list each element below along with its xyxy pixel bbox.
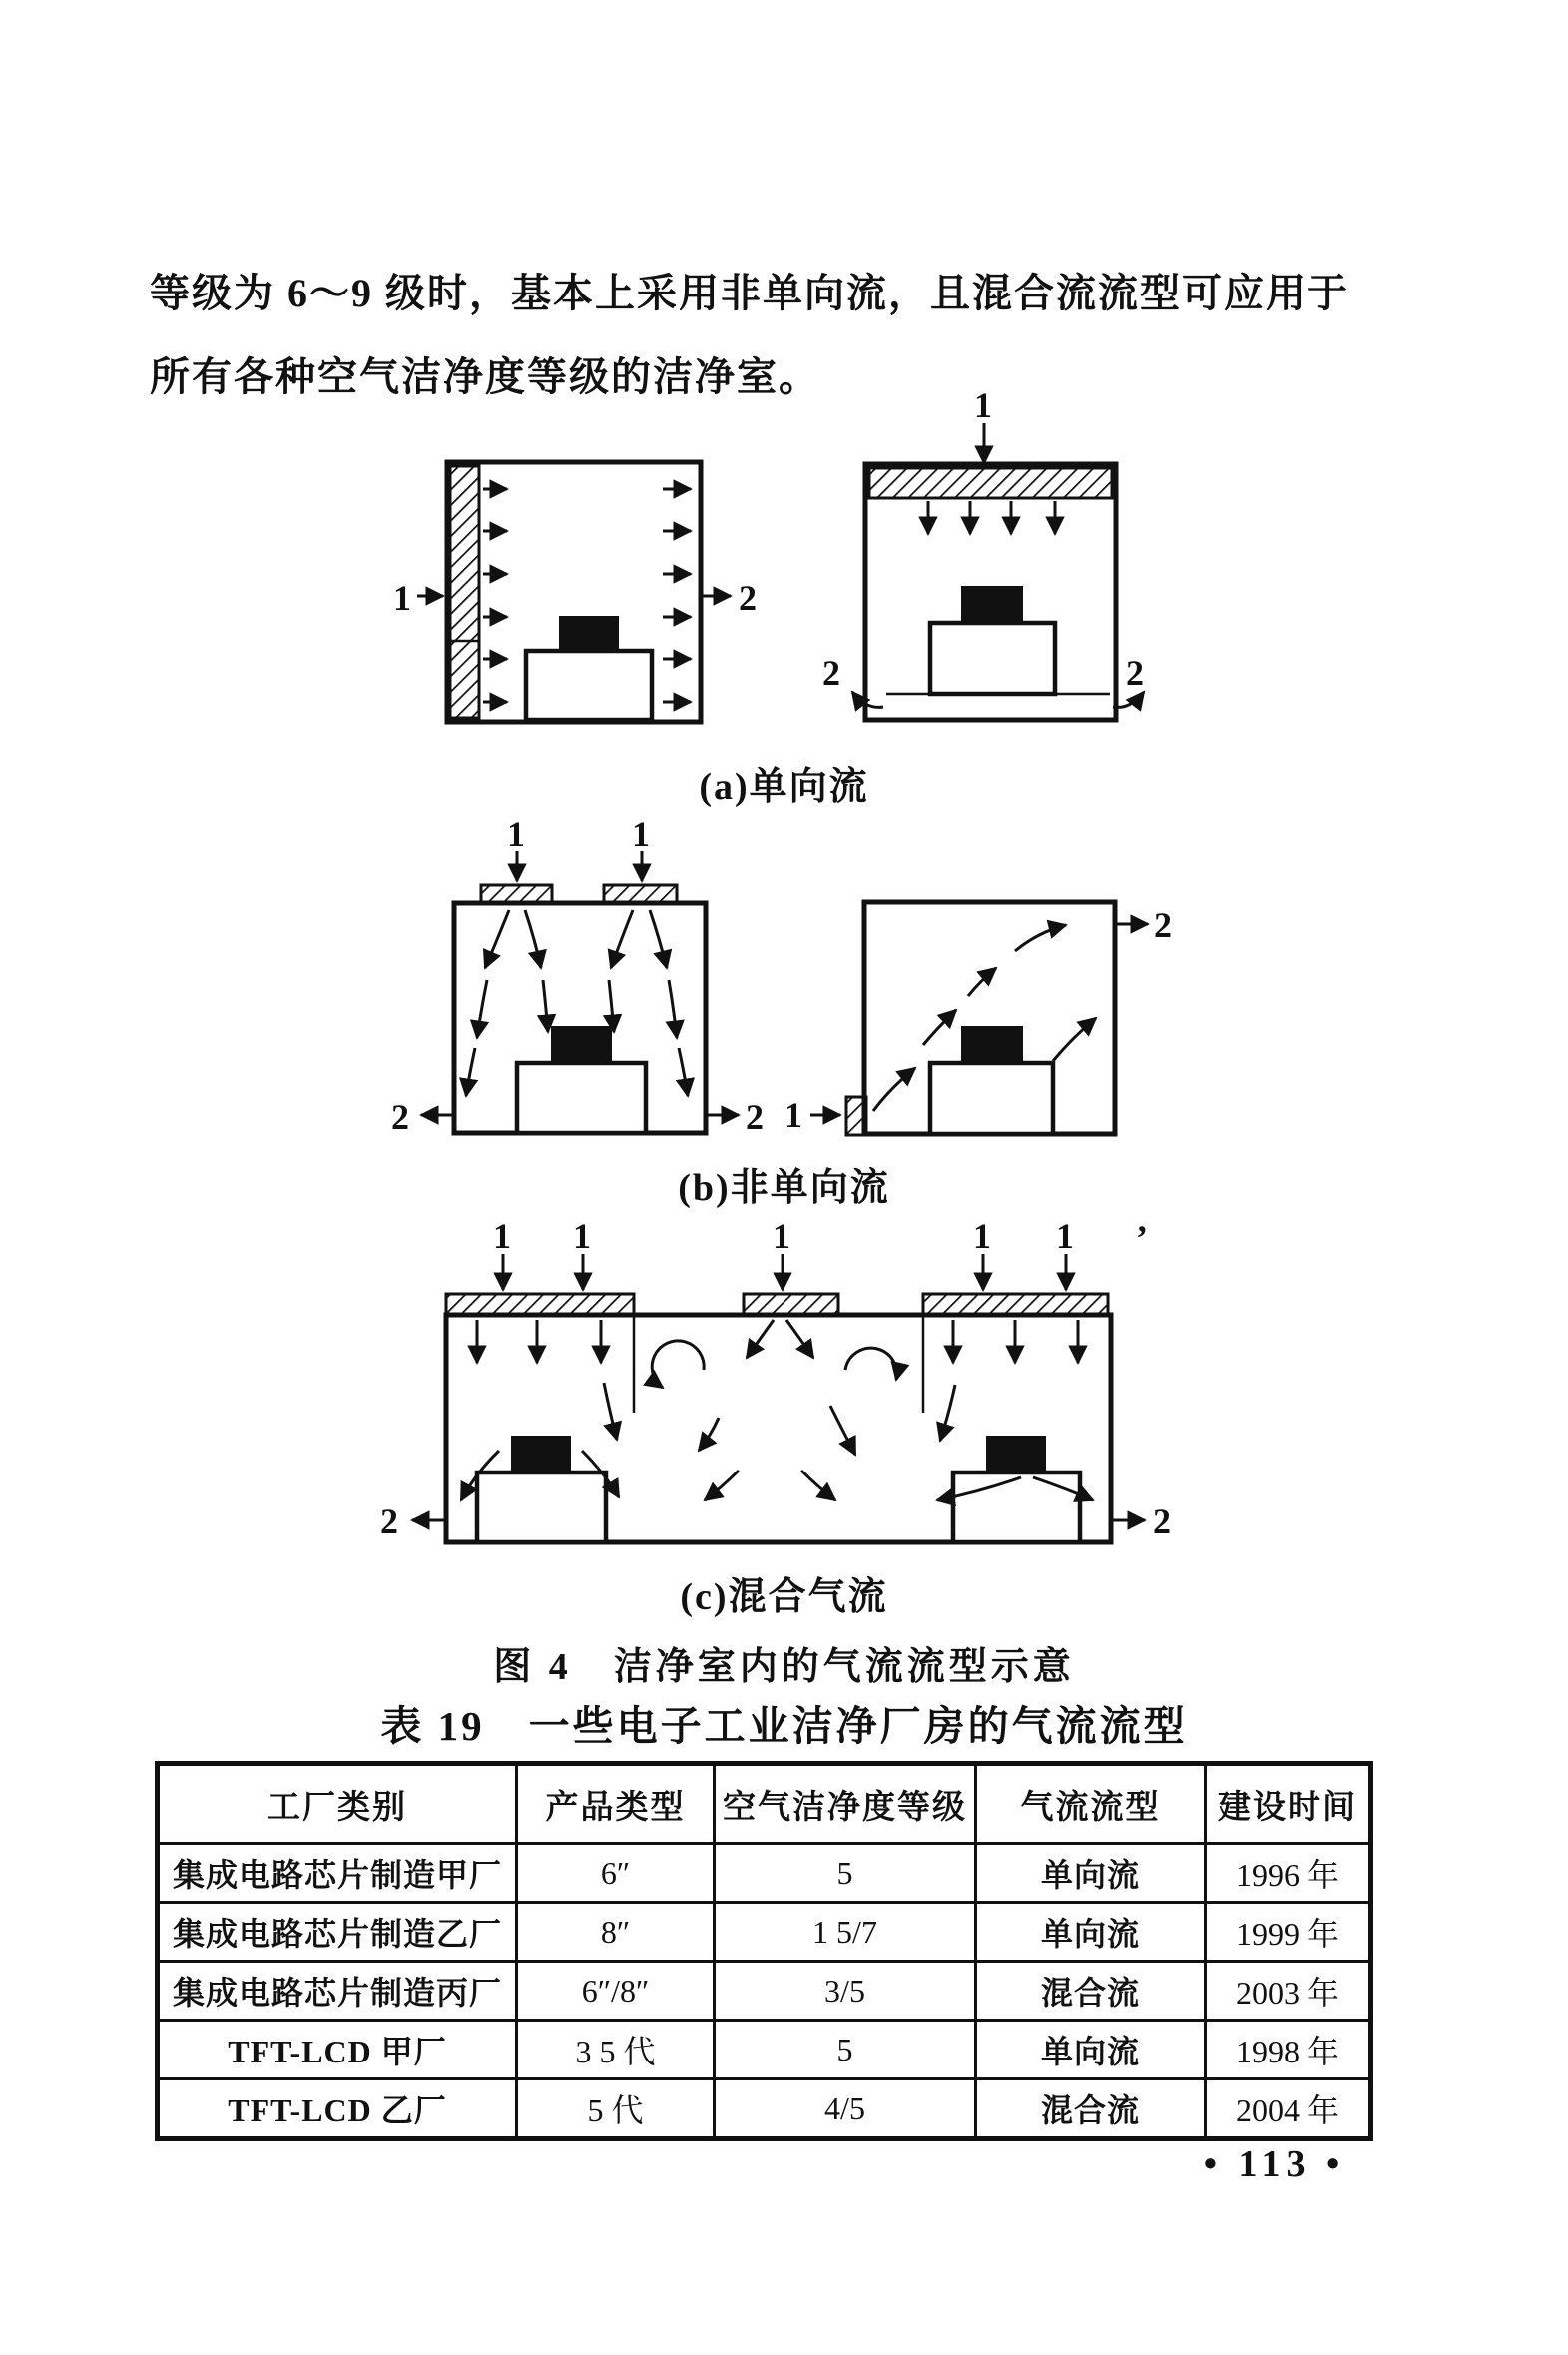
ceiling-filter-middle bbox=[744, 1294, 838, 1315]
supply-label: 1 bbox=[507, 814, 525, 854]
paragraph-line-1: 等级为 6～9 级时，基本上采用非单向流，且混合流流型可应用于 bbox=[150, 271, 1349, 315]
figure-a-unidirectional-flow-diagram bbox=[379, 385, 1168, 739]
cell-product: 6″ bbox=[517, 1844, 715, 1903]
fig-b-left-room bbox=[391, 814, 764, 1137]
subfigure-a-caption: (a)单向流 bbox=[699, 766, 869, 808]
cell-cleanliness: 5 bbox=[715, 1844, 976, 1903]
table-header-row bbox=[158, 1764, 1371, 1844]
airflow-pattern-table bbox=[155, 1761, 1373, 2141]
exhaust-label: 2 bbox=[391, 1097, 409, 1137]
cell-factory: TFT-LCD 甲厂 bbox=[158, 2021, 517, 2079]
table-row bbox=[158, 2079, 1371, 2139]
cell-factory: 集成电路芯片制造甲厂 bbox=[158, 1844, 517, 1903]
fig-c-room bbox=[446, 1294, 1111, 1542]
supply-label: 1 bbox=[1056, 1216, 1074, 1256]
column-header-airflow: 气流流型 bbox=[976, 1764, 1206, 1844]
column-header-factory: 工厂类别 bbox=[158, 1764, 517, 1844]
vortex-swirl bbox=[652, 1341, 704, 1388]
cell-built: 2004 年 bbox=[1206, 2079, 1371, 2139]
subfigure-b-caption: (b)非单向流 bbox=[678, 1167, 890, 1209]
cell-cleanliness: 3/5 bbox=[715, 1962, 976, 2021]
equipment bbox=[986, 1436, 1046, 1472]
cell-factory: 集成电路芯片制造丙厂 bbox=[158, 1962, 517, 2021]
workbench bbox=[953, 1472, 1080, 1542]
workbench bbox=[526, 651, 652, 720]
exhaust-label: 2 bbox=[1154, 905, 1172, 945]
figure-c-mixed-airflow-diagram bbox=[354, 1218, 1362, 1557]
fig-a-right-room bbox=[822, 385, 1144, 720]
cell-built: 2003 年 bbox=[1206, 1962, 1371, 2021]
equipment bbox=[511, 1436, 571, 1472]
column-header-built: 建设时间 bbox=[1206, 1764, 1371, 1844]
figure-4-caption: 图 4 洁净室内的气流流型示意 bbox=[493, 1646, 1075, 1688]
supply-label: 1 bbox=[573, 1216, 591, 1256]
supply-label: 1 bbox=[773, 1216, 790, 1256]
cell-airflow: 单向流 bbox=[976, 1903, 1206, 1962]
cell-product: 6″/8″ bbox=[517, 1962, 715, 2021]
cell-airflow: 混合流 bbox=[976, 1962, 1206, 2021]
cell-product: 8″ bbox=[517, 1903, 715, 1962]
cell-built: 1998 年 bbox=[1206, 2021, 1371, 2079]
exhaust-label: 2 bbox=[739, 578, 757, 618]
paragraph-line-2: 所有各种空气洁净度等级的洁净室。 bbox=[150, 354, 820, 399]
table-19-caption: 表 19 一些电子工业洁净厂房的气流流型 bbox=[380, 1703, 1188, 1749]
stray-tick-mark: ’ bbox=[1136, 1218, 1148, 1258]
equipment bbox=[961, 586, 1023, 623]
workbench bbox=[517, 1063, 646, 1133]
equipment bbox=[961, 1026, 1023, 1063]
cell-factory: 集成电路芯片制造乙厂 bbox=[158, 1903, 517, 1962]
exhaust-label: 2 bbox=[380, 1501, 398, 1541]
fig-a-left-room bbox=[393, 462, 757, 722]
supply-label: 1 bbox=[632, 814, 650, 854]
equipment bbox=[551, 1026, 612, 1063]
cell-built: 1996 年 bbox=[1206, 1844, 1371, 1903]
supply-label: 1 bbox=[973, 1216, 991, 1256]
exhaust-label: 2 bbox=[1126, 653, 1144, 693]
table-row bbox=[158, 1844, 1371, 1903]
cell-airflow: 单向流 bbox=[976, 1844, 1206, 1903]
workbench bbox=[930, 1063, 1053, 1134]
fig-b-right-room bbox=[784, 902, 1172, 1135]
supply-label: 1 bbox=[393, 578, 411, 618]
table-row bbox=[158, 2021, 1371, 2079]
ceiling-filter-left bbox=[446, 1294, 634, 1315]
table-row bbox=[158, 1962, 1371, 2021]
ceiling-filter-right bbox=[923, 1294, 1108, 1315]
cell-factory: TFT-LCD 乙厂 bbox=[158, 2079, 517, 2139]
cell-cleanliness: 5 bbox=[715, 2021, 976, 2079]
supply-wall-filter bbox=[450, 466, 479, 718]
cell-cleanliness: 1 5/7 bbox=[715, 1903, 976, 1962]
equipment bbox=[559, 616, 619, 651]
column-header-product: 产品类型 bbox=[517, 1764, 715, 1844]
cell-product: 3 5 代 bbox=[517, 2021, 715, 2079]
supply-label: 1 bbox=[784, 1095, 802, 1135]
table-row bbox=[158, 1903, 1371, 1962]
workbench bbox=[477, 1472, 606, 1542]
subfigure-c-caption: (c)混合气流 bbox=[680, 1576, 888, 1618]
vortex-swirl bbox=[845, 1348, 897, 1380]
ceiling-diffuser bbox=[481, 885, 552, 904]
page-number: • 113 • bbox=[1203, 2143, 1346, 2185]
cell-airflow: 单向流 bbox=[976, 2021, 1206, 2079]
supply-ceiling-filter bbox=[869, 468, 1112, 498]
ceiling-diffuser bbox=[604, 885, 677, 904]
cell-product: 5 代 bbox=[517, 2079, 715, 2139]
cell-airflow: 混合流 bbox=[976, 2079, 1206, 2139]
exhaust-label: 2 bbox=[822, 653, 840, 693]
cell-cleanliness: 4/5 bbox=[715, 2079, 976, 2139]
figure-b-non-unidirectional-flow-diagram bbox=[369, 814, 1172, 1153]
column-header-cleanliness: 空气洁净度等级 bbox=[715, 1764, 976, 1844]
cell-built: 1999 年 bbox=[1206, 1903, 1371, 1962]
exhaust-label: 2 bbox=[746, 1097, 764, 1137]
supply-label: 1 bbox=[974, 385, 992, 425]
supply-label: 1 bbox=[493, 1216, 511, 1256]
workbench bbox=[930, 623, 1055, 694]
exhaust-label: 2 bbox=[1153, 1501, 1171, 1541]
side-wall-inlet bbox=[846, 1097, 866, 1135]
